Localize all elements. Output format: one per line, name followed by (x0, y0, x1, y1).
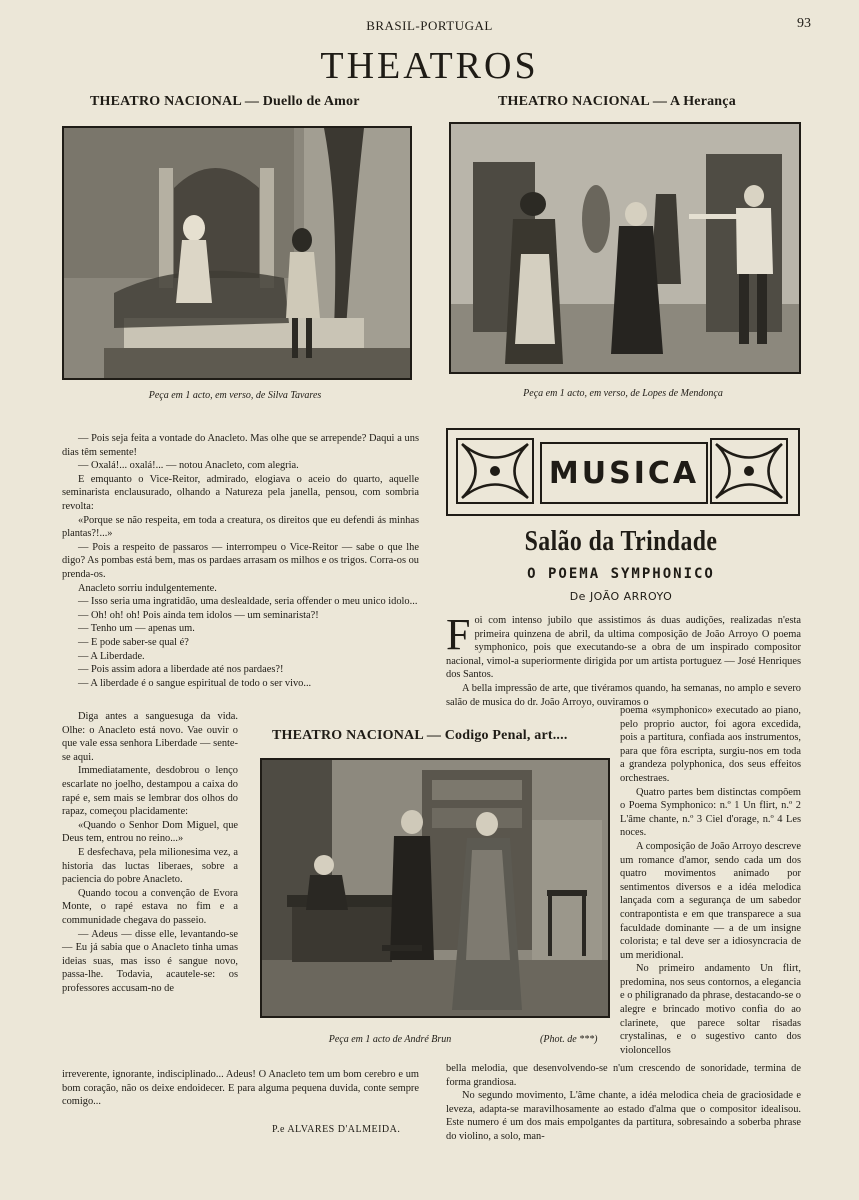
musica-banner (446, 428, 800, 516)
photo-credit-codigo: (Phot. de ***) (540, 1034, 598, 1045)
musica-paragraph: poema «symphonico» executado ao piano, pelo proprio auctor, foi agora excedida, pois a partitura, confiada aos instrumentos, para que fôra escripta, surgiu-nos em toda a grandeza polyphonica, dos seus effeitos orchestraes. (620, 705, 801, 784)
signature: P.e ALVARES D'ALMEIDA. (272, 1124, 401, 1135)
left-paragraph: — Pois seja feita a vontade do Anacleto. Mas olhe que se arrepende? Daqui a uns dias têm semente! (62, 433, 419, 458)
musica-paragraph: A composição de João Arroyo descreve um romance d'amor, sendo cada um dos quatro movimentos animado por sentimentos diversos e a idéa melodica lançada com a segurança de um sabedor contrapontista e em que transparece a sua faculdade dominante — a de um insigne colorista; e tal deve ser a idiosyncracia de um meridional. (620, 840, 801, 961)
left-paragraph: Anacleto sorriu indulgentemente. (78, 582, 217, 594)
left-paragraph: — Pois a respeito de passaros — interrompeu o Vice-Reitor — sabe o que lhe digo? As pombas está bem, mas os pardaes arrasam os milhos e os trigos. Corra-os ou prenda-os. (62, 541, 419, 580)
article-subtitle: O POEMA SYMPHONICO (527, 566, 715, 582)
left-paragraph: Immediatamente, desdobrou o lenço escarlate no joelho, destampou a caixa do rapé e, sem mais se lembrar dos olhos do rapaz, começou placidamente: (62, 765, 238, 818)
ornament-right-icon (710, 438, 788, 504)
musica-banner-word: MUSICA (548, 455, 700, 491)
article-byline: De JOÃO ARROYO (569, 590, 673, 603)
left-paragraph: «Quando o Senhor Dom Miguel, que Deus tem, entrou no reino...» (62, 819, 238, 845)
left-paragraph: Quando tocou a convenção de Evora Monte, o rapé estava no fim e a communidade chegava do passeio. (62, 887, 238, 926)
musica-closing (446, 1062, 801, 1144)
musica-paragraph: No primeiro andamento Un flirt, predomina, nos seus contornos, a elegancia e o philigranado da phrase, destacando-se o alegre e brincado motivo confia do ao clarinete, que parece soltar risadas crystalinas, e o sugestivo canto dos violoncellos (620, 963, 801, 1056)
left-paragraph: — Tenho um — apenas um. (78, 623, 195, 635)
photo-heading-duello: THEATRO NACIONAL — Duello de Amor (90, 94, 360, 109)
musica-frame (540, 442, 708, 504)
photo-caption-duello: Peça em 1 acto, em verso, de Silva Tavares (148, 390, 322, 401)
photo-caption-heranca: Peça em 1 acto, em verso, de Lopes de Mendonça (523, 388, 723, 399)
left-column-narrow (62, 710, 238, 995)
photo-a-heranca (449, 122, 801, 374)
left-paragraph: «Porque se não respeita, em toda a creatura, os direitos que eu defendi ás minhas plantas?!...» (62, 514, 419, 540)
musica-paragraph: oi com intenso jubilo que assistimos ás duas audições, realizadas n'esta primeira quinzena de abril, da ultima composição de João Arroyo O poema symphonico, pois que executando-se a obra de um inspirado compositor nacional, vimol-a superiormente dirigida por um artista portuguez — José Henriques dos Santos. (446, 615, 801, 681)
musica-intro (446, 610, 801, 709)
left-paragraph: — Isso seria uma ingratidão, uma deslealdade, seria offender o meu unico idolo... (78, 596, 418, 608)
left-paragraph: E emquanto o Vice-Reitor, admirado, elogiava o aceio do quarto, aquelle seminarista enclausurado, olhando a Natureza pela janella, pensou, com sombria revolta: (62, 473, 419, 512)
photo-duello-de-amor (62, 126, 412, 380)
photo-caption-codigo: Peça em 1 acto de André Brun (328, 1034, 452, 1045)
musica-paragraph: bella melodia, que desenvolvendo-se n'um crescendo de sonoridade, termina de forma grandiosa. (446, 1063, 801, 1088)
left-paragraph: — Adeus — disse elle, levantando-se — Eu já sabia que o Anacleto tinha umas ideias suas, mas isso é sangue novo, passa-lhe. Todavia, acautele-se: os professores accusam-no de (62, 928, 238, 994)
left-paragraph: — Pois assim adora a liberdade até nos pardaes?! (78, 664, 284, 676)
section-title: THEATROS (320, 45, 539, 87)
musica-narrow (620, 704, 801, 1057)
left-paragraph: — Oh! oh! oh! Pois ainda tem idolos — um seminarista?! (78, 609, 319, 621)
photo-heading-heranca: THEATRO NACIONAL — A Herança (498, 94, 736, 109)
running-head: BRASIL-PORTUGAL (366, 18, 493, 33)
page-number: 93 (797, 16, 811, 31)
musica-paragraph: No segundo movimento, L'âme chante, a idéa melodica cheia de graciosidade e leveza, adapta-se maravilhosamente ao estado d'alma que o compositor idealisou. Este numero é um dos mais empolgantes da partitura, sobresaindo a soberba phrase do violino, a solo, man- (446, 1090, 801, 1142)
left-paragraph: — E pode saber-se qual é? (78, 636, 189, 648)
left-column-upper (62, 432, 419, 690)
photo-heading-codigo: THEATRO NACIONAL — Codigo Penal, art.... (272, 728, 568, 743)
left-paragraph: Diga antes a sanguesuga da vida. Olhe: o Anacleto está novo. Vae ouvir o que vale essa senhora Liberdade — sente-se aqui. (62, 711, 238, 763)
musica-paragraph: Quatro partes bem distinctas compõem o Poema Symphonico: n.º 1 Un flirt, n.º 2 L'âme chante, n.º 3 Ciel d'orage, n.º 4 Les noces. (620, 786, 801, 839)
left-paragraph: E desfechava, pela milionesima vez, a historia das luctas liberaes, sobre a paciencia do pobre Anacleto. (62, 846, 238, 886)
left-paragraph: irreverente, ignorante, indisciplinado... Adeus! O Anacleto tem um bom cerebro e um bom coração, não os deixe endoidecer. E para alguma pequena duvida, conte sempre comigo... (62, 1069, 419, 1108)
left-paragraph: — A Liberdade. (78, 650, 145, 662)
drop-cap: F (446, 610, 471, 659)
musica-paragraph: A bella impressão de arte, que tivéramos quando, ha semanas, no amplo e severo salão de musica do dr. João Arroyo, ouviramos o (446, 682, 801, 708)
left-paragraph: — Oxalá!... oxalá!... — notou Anacleto, com alegria. (78, 460, 299, 472)
left-paragraph: — A liberdade é o sangue espiritual de todo o ser vivo... (78, 677, 312, 689)
ornament-left-icon (456, 438, 534, 504)
article-title: Salão da Trindade (524, 526, 718, 557)
left-column-closing (62, 1068, 419, 1109)
photo-codigo-penal (260, 758, 610, 1018)
